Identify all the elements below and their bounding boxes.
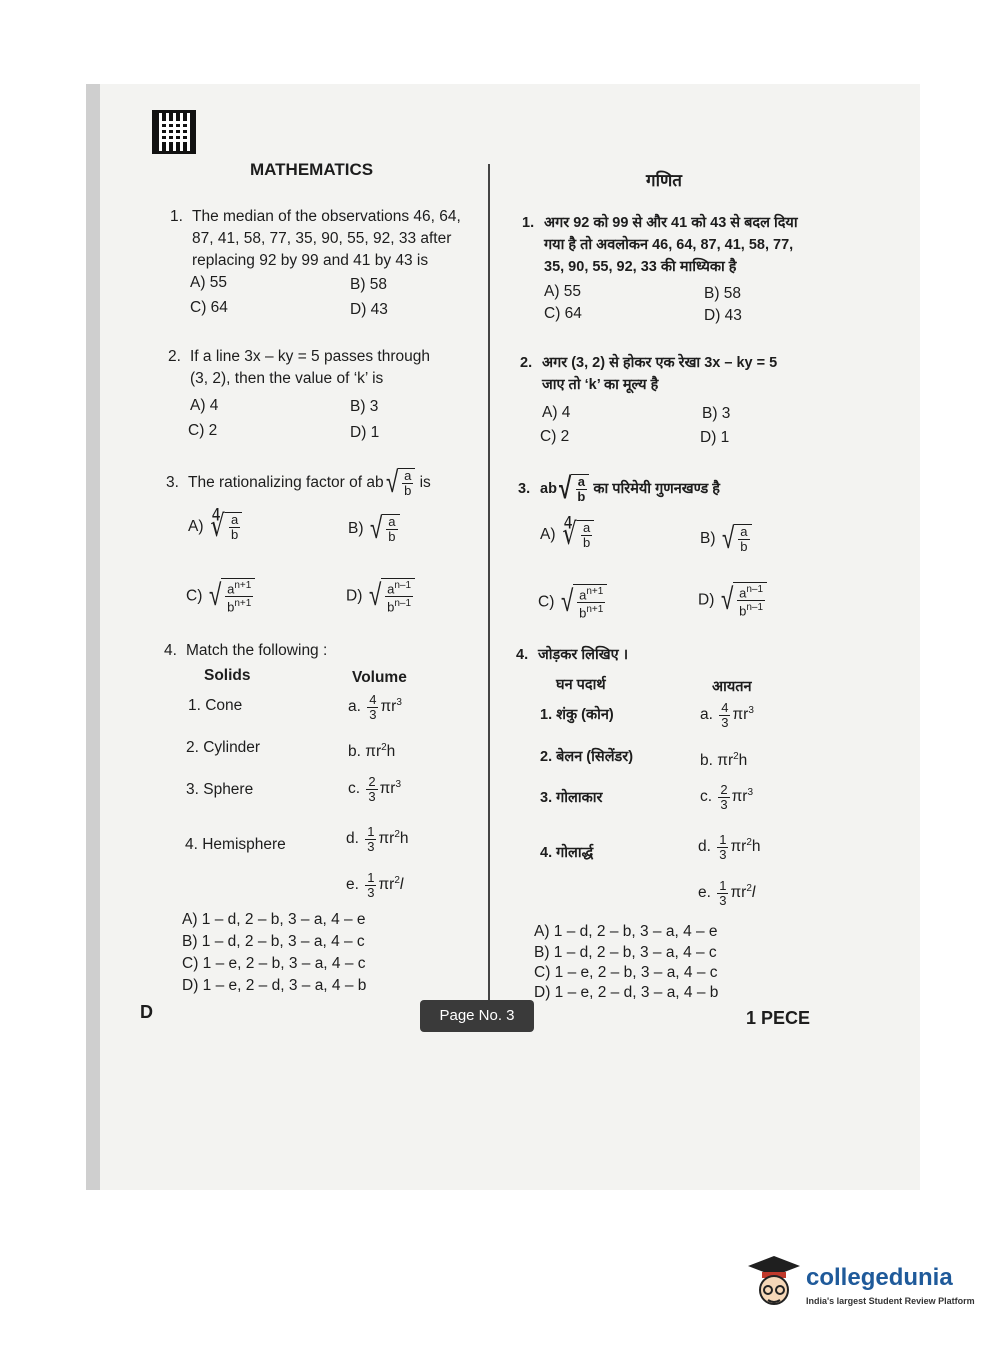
root-a-n-minus-1: √ $\frac{a^{n-1}}{b^{n-1}}$ — [719, 582, 767, 619]
exponent: 2 — [394, 875, 400, 886]
q1-hindi-option-a: A) 55 — [544, 283, 582, 300]
q1-line: 35, 90, 55, 92, 33 की माध्यिका है — [544, 259, 737, 275]
frac-den: 3 — [720, 796, 728, 812]
exponent: 2 — [746, 837, 752, 848]
fourth-root-a-over-b: ∜ $\frac{a}{b}$ — [560, 520, 594, 550]
option-label: D) — [698, 591, 715, 609]
exponent: 2 — [746, 883, 752, 894]
frac-num: a — [577, 474, 585, 489]
base: a — [227, 581, 235, 597]
collegedunia-mascot-icon — [744, 1254, 802, 1310]
q3-number: 3. — [518, 480, 531, 497]
q1-number: 1. — [522, 215, 535, 231]
root-a-n-plus-1: √ $\frac{a^{n+1}}{b^{n+1}}$ — [207, 578, 256, 615]
q4-english — [164, 640, 327, 662]
pi-r: πr — [730, 884, 747, 902]
frac-num: a — [582, 520, 591, 535]
frac-num: 4 — [369, 691, 377, 707]
exponent: 3 — [748, 705, 754, 716]
volume-letter: d. — [346, 830, 359, 848]
frac-num: a — [404, 468, 412, 483]
option-label: A) — [188, 518, 204, 536]
frac-num: 4 — [721, 699, 729, 715]
q3-text: The rationalizing factor of ab — [188, 474, 384, 492]
volume-b — [348, 737, 395, 763]
brand-name: collegedunia — [806, 1264, 953, 1291]
frac-den: b — [230, 527, 239, 542]
exponent: 2 — [733, 751, 739, 762]
volume-letter: b. — [700, 752, 713, 770]
pi-r: πr — [365, 743, 382, 761]
exponent: 2 — [394, 829, 400, 840]
frac-den: 3 — [721, 714, 729, 730]
q4-answer: C) 1 – e, 2 – b, 3 – a, 4 – c — [182, 955, 366, 972]
q2-option-d: D) 1 — [350, 424, 380, 441]
volume-c — [348, 774, 401, 804]
q4-text: Match the following : — [186, 642, 328, 659]
q4-hindi-answer: C) 1 – e, 2 – b, 3 – a, 4 – c — [534, 964, 718, 981]
exponent: 3 — [395, 779, 402, 790]
frac-den: 3 — [719, 846, 727, 862]
volume-letter: b. — [348, 743, 361, 761]
option-label: C) — [186, 587, 203, 605]
option-label: C) — [538, 593, 555, 611]
frac-den: 3 — [719, 892, 727, 908]
pi-r: πr — [380, 698, 397, 716]
frac-den: 3 — [368, 788, 376, 804]
frac-den: b — [404, 483, 412, 498]
exponent: 3 — [747, 787, 754, 798]
q2-option-a: A) 4 — [190, 397, 219, 414]
q4-hindi-answer: D) 1 – e, 2 – d, 3 – a, 4 – b — [534, 984, 719, 1001]
volume-d-hindi — [698, 832, 761, 862]
q1-line: replacing 92 by 99 and 41 by 43 is — [192, 252, 429, 269]
frac-den: 3 — [369, 706, 377, 722]
exponent: 3 — [396, 697, 402, 708]
base: a — [387, 581, 395, 597]
q2-hindi-option-b: B) 3 — [702, 405, 731, 422]
h: h — [386, 743, 396, 761]
volume-e-hindi — [698, 878, 755, 908]
qr-code — [152, 110, 196, 154]
frac-num: 1 — [367, 823, 375, 839]
base: a — [579, 587, 587, 603]
option-label: A) — [540, 526, 556, 544]
frac-den: 3 — [367, 884, 375, 900]
exponent: n–1 — [746, 602, 764, 614]
fourth-root-a-over-b: ∜ $\frac{a}{b}$ — [208, 512, 242, 542]
q2-line: (3, 2), then the value of ‘k’ is — [190, 370, 384, 387]
volume-letter: a. — [348, 698, 361, 716]
frac-den: b — [577, 489, 586, 504]
volume-b-hindi — [700, 746, 747, 772]
exponent: n+1 — [586, 604, 604, 616]
frac-num: a — [740, 524, 748, 539]
option-label: B) — [348, 520, 364, 538]
column-divider — [488, 164, 490, 1004]
slant-height: l — [399, 876, 404, 894]
q1-number: 1. — [170, 208, 183, 225]
q3-hindi-option-a — [540, 520, 594, 550]
volume-e — [346, 870, 403, 900]
page-number-badge: Page No. 3 — [420, 1000, 534, 1032]
volume-c-hindi — [700, 782, 753, 812]
q2-hindi — [520, 352, 820, 396]
solids-header: Solids — [204, 667, 251, 684]
frac-num: 1 — [719, 877, 727, 893]
q1-hindi-option-c: C) 64 — [544, 305, 582, 322]
sqrt-a-over-b: √ $\frac{a}{b}$ — [720, 524, 752, 554]
q3-hindi — [518, 474, 720, 504]
q1-line: गया है तो अवलोकन 46, 64, 87, 41, 58, 77, — [544, 237, 794, 253]
q2-line: जाए तो ‘k’ का मूल्य है — [542, 377, 659, 393]
volume-letter: c. — [348, 780, 361, 798]
q4-number: 4. — [516, 647, 529, 663]
solid-item: 2. Cylinder — [186, 739, 261, 756]
q1-hindi-option-b: B) 58 — [704, 285, 742, 302]
frac-num: 2 — [720, 781, 728, 797]
q2-hindi-option-d: D) 1 — [700, 429, 730, 446]
sqrt-expression: √ $\frac{a}{b}$ — [557, 474, 589, 504]
slant-height: l — [751, 884, 756, 902]
option-label: B) — [700, 530, 716, 548]
q2-hindi-option-c: C) 2 — [540, 428, 570, 445]
frac-num: a — [388, 514, 396, 529]
solid-item-hindi: 3. गोलाकार — [540, 790, 603, 806]
solid-item: 1. Cone — [188, 697, 243, 714]
base: b — [387, 599, 395, 615]
base: a — [739, 585, 747, 601]
base: b — [227, 599, 235, 615]
volume-header-hindi: आयतन — [712, 679, 752, 695]
exponent: 2 — [381, 742, 387, 753]
q2-number: 2. — [520, 355, 533, 371]
exponent: n+1 — [586, 586, 604, 597]
pi-r: πr — [732, 706, 749, 724]
q4-hindi — [516, 644, 628, 666]
q3-text-after: का परिमेयी गुणनखण्ड है — [593, 480, 721, 497]
q3-number: 3. — [166, 474, 179, 492]
brand-tagline: India's largest Student Review Platform — [806, 1296, 975, 1306]
q2-option-b: B) 3 — [350, 398, 379, 415]
frac-den: b — [740, 539, 748, 554]
q1-line: The median of the observations 46, 64, — [192, 208, 461, 225]
solid-item-hindi: 4. गोलार्द्ध — [540, 845, 594, 861]
q4-text: जोड़कर लिखिए । — [538, 647, 629, 663]
q3-option-c — [186, 578, 255, 615]
q1-hindi — [522, 212, 822, 278]
pi-r: πr — [379, 780, 396, 798]
exponent: n+1 — [234, 598, 252, 610]
q1-option-b: B) 58 — [350, 276, 388, 293]
h: h — [751, 838, 761, 856]
q2-option-c: C) 2 — [188, 422, 218, 439]
pi-r: πr — [378, 830, 395, 848]
q1-line: अगर 92 को 99 से और 41 को 43 से बदल दिया — [544, 215, 798, 231]
q1-option-d: D) 43 — [350, 301, 388, 318]
sqrt-expression: √ $\frac{a}{b}$ — [384, 468, 416, 498]
frac-den: b — [388, 529, 396, 544]
frac-num: 2 — [368, 773, 376, 789]
q2-line: अगर (3, 2) से होकर एक रेखा 3x – ky = 5 — [542, 355, 778, 371]
q3-option-d — [346, 578, 415, 615]
frac-num: a — [230, 512, 239, 527]
q2-number: 2. — [168, 348, 181, 365]
volume-a-hindi — [700, 700, 754, 730]
q2-hindi-option-a: A) 4 — [542, 404, 571, 421]
h: h — [399, 830, 409, 848]
q3-hindi-option-c — [538, 584, 607, 621]
solids-header-hindi: घन पदार्थ — [556, 677, 606, 693]
solid-item: 4. Hemisphere — [185, 836, 286, 853]
volume-letter: e. — [346, 876, 359, 894]
q1-option-c: C) 64 — [190, 299, 228, 316]
q4-hindi-answer: A) 1 – d, 2 – b, 3 – a, 4 – e — [534, 923, 718, 940]
q3-text: ab — [540, 480, 557, 497]
frac-den: 3 — [367, 838, 375, 854]
solid-item-hindi: 2. बेलन (सिलेंडर) — [540, 749, 634, 765]
volume-a — [348, 692, 402, 722]
h: h — [738, 752, 748, 770]
exponent: n–1 — [394, 598, 412, 610]
q2-line: If a line 3x – ky = 5 passes through — [190, 348, 430, 365]
set-letter: D — [140, 1002, 153, 1022]
volume-letter: a. — [700, 706, 713, 724]
q3-english — [166, 468, 431, 498]
volume-letter: d. — [698, 838, 711, 856]
sqrt-a-over-b: √ $\frac{a}{b}$ — [368, 514, 400, 544]
root-a-n-minus-1: √ $\frac{a^{n-1}}{b^{n-1}}$ — [367, 578, 415, 615]
q4-hindi-answer: B) 1 – d, 2 – b, 3 – a, 4 – c — [534, 944, 717, 961]
root-a-n-plus-1: √ $\frac{a^{n+1}}{b^{n+1}}$ — [559, 584, 608, 621]
volume-header: Volume — [352, 669, 407, 686]
pi-r: πr — [717, 752, 734, 770]
hindi-title: गणित — [646, 171, 682, 190]
frac-num: 1 — [719, 831, 727, 847]
q1-hindi-option-d: D) 43 — [704, 307, 742, 324]
exponent: n–1 — [394, 580, 412, 591]
exponent: n+1 — [234, 580, 252, 591]
base: b — [579, 605, 587, 621]
english-title: MATHEMATICS — [250, 160, 374, 179]
q2-english — [168, 346, 478, 390]
q4-number: 4. — [164, 642, 177, 659]
option-label: D) — [346, 587, 363, 605]
exponent: n–1 — [746, 584, 764, 595]
q4-answer: B) 1 – d, 2 – b, 3 – a, 4 – c — [182, 933, 365, 950]
volume-d — [346, 824, 409, 854]
paper-code: 1 PECE — [746, 1008, 811, 1028]
solid-item-hindi: 1. शंकु (कोन) — [540, 707, 614, 723]
solid-item: 3. Sphere — [186, 781, 254, 798]
q3-hindi-option-d — [698, 582, 767, 619]
q3-text-after: is — [419, 474, 431, 492]
pi-r: πr — [730, 838, 747, 856]
q3-option-b — [348, 514, 400, 544]
q4-answer: D) 1 – e, 2 – d, 3 – a, 4 – b — [182, 977, 367, 994]
volume-letter: c. — [700, 788, 713, 806]
q1-line: 87, 41, 58, 77, 35, 90, 55, 92, 33 after — [192, 230, 452, 247]
volume-letter: e. — [698, 884, 711, 902]
q3-option-a — [188, 512, 242, 542]
q3-hindi-option-b — [700, 524, 752, 554]
q1-option-a: A) 55 — [190, 274, 228, 291]
base: b — [739, 603, 747, 619]
q4-answer: A) 1 – d, 2 – b, 3 – a, 4 – e — [182, 911, 366, 928]
frac-den: b — [582, 535, 591, 550]
pi-r: πr — [731, 788, 748, 806]
q1-english — [170, 206, 480, 272]
frac-num: 1 — [367, 869, 375, 885]
pi-r: πr — [378, 876, 395, 894]
